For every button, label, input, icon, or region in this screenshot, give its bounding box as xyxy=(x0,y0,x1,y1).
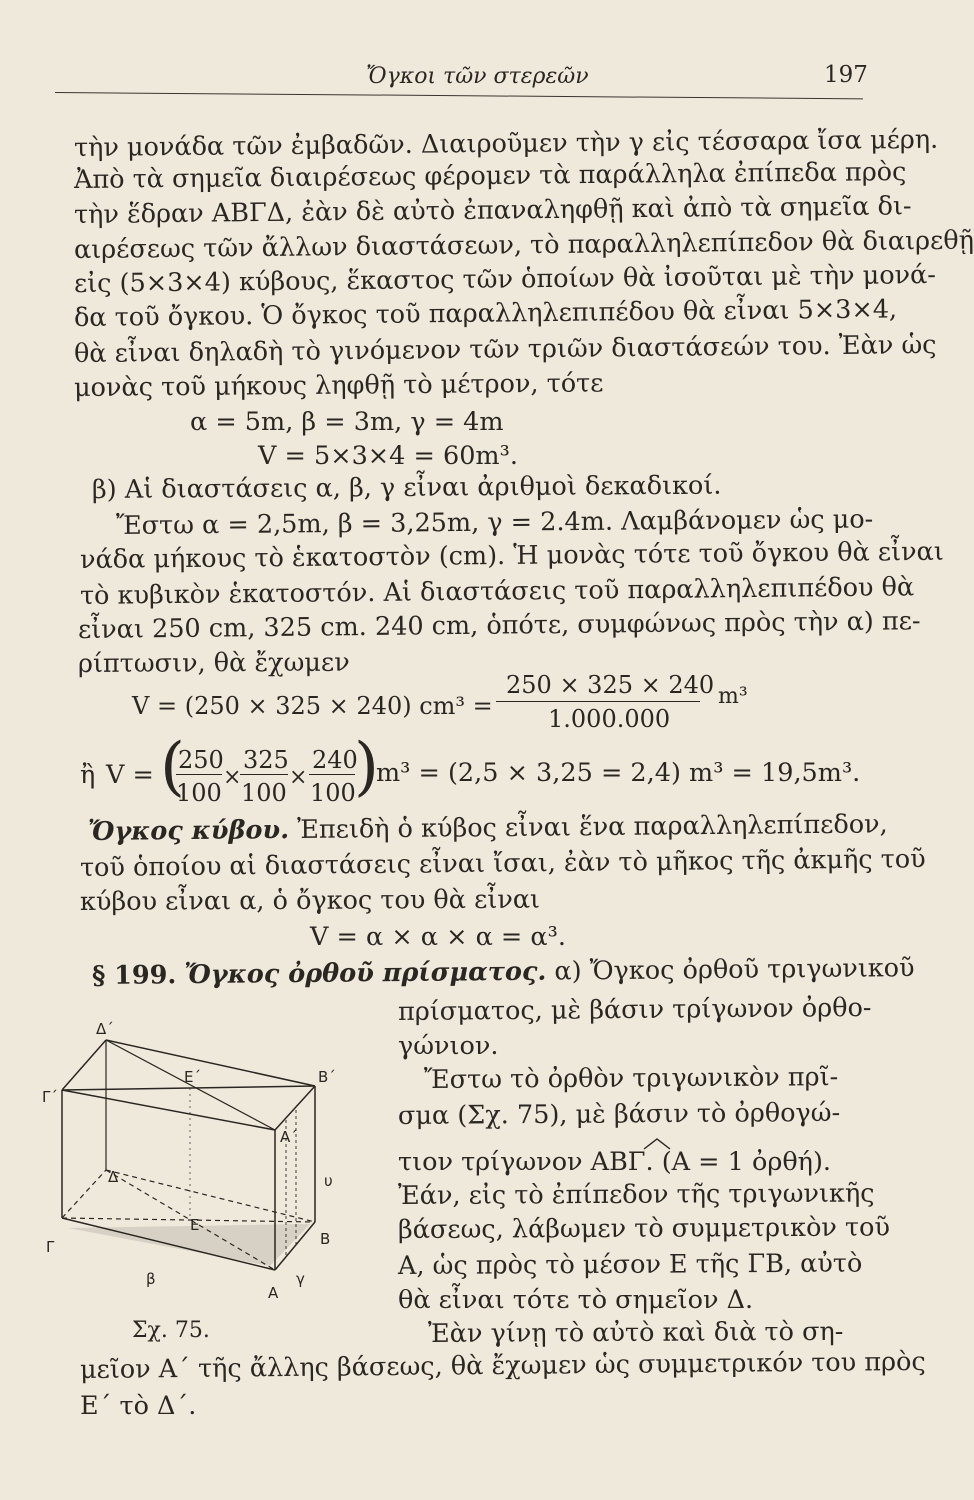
header-rule xyxy=(55,92,863,99)
section-first-text: α) Ὄγκος ὀρθοῦ τριγωνικοῦ xyxy=(554,953,915,987)
times-sign: × xyxy=(289,765,308,790)
text-line: σμα (Σχ. 75), μὲ βάσιν τὸ ὀρθογώ- xyxy=(397,1097,841,1131)
section-number: § 199. xyxy=(91,960,177,991)
prism-hidden-edge xyxy=(62,1218,315,1222)
label-a: Α xyxy=(268,1284,279,1302)
text-line: θὰ εἶναι τότε τὸ σημεῖον Δ. xyxy=(398,1285,754,1315)
prism-figure xyxy=(40,1020,360,1330)
left-parenthesis: ( xyxy=(160,730,185,804)
text-line: πρίσματος, μὲ βάσιν τρίγωνον ὀρθο- xyxy=(397,992,872,1027)
fraction-numerator: 325 xyxy=(243,746,289,774)
section-heading-line xyxy=(91,953,915,991)
text-line: Ἔστω τὸ ὀρθὸν τριγωνικὸν πρῖ- xyxy=(423,1062,839,1095)
label-b-prime: Β΄ xyxy=(318,1068,336,1086)
text-line: τὴν μονάδα τῶν ἐμβαδῶν. Διαιροῦμεν τὴν γ εἰς τέσσαρα ἴσα μέρη. xyxy=(73,124,939,163)
label-beta: β xyxy=(146,1270,156,1288)
label-d: Δ xyxy=(108,1168,119,1186)
label-a-prime: Α΄ xyxy=(280,1128,298,1146)
fraction-bar xyxy=(496,701,700,702)
figure-caption: Σχ. 75. xyxy=(132,1318,210,1343)
prism-hidden-edge xyxy=(62,1170,106,1218)
label-g: Γ xyxy=(46,1238,55,1256)
text-line: αιρέσεως τῶν ἄλλων διαστάσεων, τὸ παραλληλεπίπεδον θὰ διαιρεθῇ xyxy=(73,225,974,265)
text-line: τὴν ἕδραν ΑΒΓΔ, ἐὰν δὲ αὐτὸ ἐπαναληφθῇ καὶ ἀπὸ τὰ σημεῖα δι- xyxy=(73,191,912,230)
text-line: εἶναι 250 cm, 325 cm. 240 cm, ὁπότε, συμφώνως πρὸς τὴν α) πε- xyxy=(77,606,921,645)
running-header-title: Ὄγκοι τῶν στερεῶν xyxy=(366,64,589,89)
label-upsilon: υ xyxy=(324,1172,333,1190)
fraction-denominator: 100 xyxy=(310,779,356,807)
label-e: Ε xyxy=(190,1216,200,1234)
text-line: Ἐάν, εἰς τὸ ἐπίπεδον τῆς τριγωνικῆς xyxy=(397,1178,875,1211)
fraction-numerator: 250 xyxy=(178,746,224,774)
cube-heading: Ὄγκος κύβου. xyxy=(87,815,290,847)
text-line: κύβου εἶναι α, ὁ ὄγκος του θὰ εἶναι xyxy=(79,884,541,917)
prism-edge xyxy=(275,1086,315,1130)
equation-volume-cm: V = (250 × 325 × 240) cm³ = xyxy=(132,692,493,720)
text-line: βάσεως, λάβωμεν τὸ συμμετρικὸν τοῦ xyxy=(397,1212,891,1245)
text-line: Ἐὰν γίνῃ τὸ αὐτὸ καὶ διὰ τὸ ση- xyxy=(427,1316,844,1349)
text-line: τιον τρίγωνον ΑΒΓ. (Α = 1 ὀρθή). xyxy=(398,1147,832,1177)
fraction-denominator: 100 xyxy=(241,779,287,807)
label-gamma: γ xyxy=(296,1270,305,1288)
equation-volume-integer: V = 5×3×4 = 60m³. xyxy=(258,441,518,471)
volume-symbol: V = xyxy=(106,760,154,790)
label-d-prime: Δ΄ xyxy=(96,1020,114,1038)
text-line: Ἀπὸ τὰ σημεῖα διαιρέσεως φέρομεν τὰ παράλληλα ἐπίπεδα πρὸς xyxy=(73,157,907,195)
text-line: δα τοῦ ὄγκου. Ὁ ὄγκος τοῦ παραλληλεπιπέδου θὰ εἶναι 5×3×4, xyxy=(73,294,898,333)
text-line: Ἔστω α = 2,5m, β = 3,25m, γ = 2.4m. Λαμβάνομεν ὡς μο- xyxy=(115,504,874,541)
section-title: Ὄγκος ὀρθοῦ πρίσματος. xyxy=(184,956,547,991)
cube-paragraph-line xyxy=(87,809,888,847)
label-e-prime: Ε΄ xyxy=(184,1068,201,1086)
label-g-prime: Γ΄ xyxy=(42,1088,58,1106)
conjunction: ἢ xyxy=(80,760,96,790)
equation-dimensions: α = 5m, β = 3m, γ = 4m xyxy=(190,407,504,437)
fraction-numerator: 250 × 325 × 240 xyxy=(506,671,715,699)
text-line: μεῖον Α΄ τῆς ἄλλης βάσεως, θὰ ἔχωμεν ὡς συμμετρικόν του πρὸς xyxy=(79,1346,926,1385)
fraction-bar xyxy=(240,774,288,775)
base-shading xyxy=(68,1224,310,1266)
unit-label: m³ xyxy=(718,684,748,709)
fraction-bar xyxy=(309,774,355,775)
prism-edge xyxy=(106,1040,315,1086)
page-number: 197 xyxy=(824,62,868,88)
fraction-bar xyxy=(176,774,222,775)
right-parenthesis: ) xyxy=(354,730,379,804)
prism-edge xyxy=(62,1040,106,1090)
fraction-denominator: 100 xyxy=(176,779,222,807)
text-line: τὸ κυβικὸν ἑκατοστόν. Αἱ διαστάσεις τοῦ παραλληλεπιπέδου θὰ xyxy=(79,572,915,611)
fraction-denominator: 1.000.000 xyxy=(548,705,671,733)
text-line: εἰς (5×3×4) κύβους, ἕκαστος τῶν ὁποίων θὰ ἰσοῦται μὲ τὴν μονά- xyxy=(73,259,937,299)
fraction-numerator: 240 xyxy=(312,746,358,774)
times-sign: × xyxy=(223,765,242,790)
label-b: Β xyxy=(320,1230,331,1248)
equation-cube-volume: V = α × α × α = α³. xyxy=(310,922,566,952)
angle-hat-mark xyxy=(642,1136,672,1152)
text-line: τοῦ ὁποίου αἱ διαστάσεις εἶναι ἴσαι, ἐὰν τὸ μῆκος τῆς ἀκμῆς τοῦ xyxy=(79,844,926,883)
cube-text: Ἐπειδὴ ὁ κύβος εἶναι ἕνα παραλληλεπίπεδον, xyxy=(297,809,888,845)
text-line: β) Αἱ διαστάσεις α, β, γ εἶναι ἀριθμοὶ δεκαδικοί. xyxy=(91,470,722,505)
text-line: μονὰς τοῦ μήκους ληφθῇ τὸ μέτρον, τότε xyxy=(73,368,604,403)
prism-hidden-edge xyxy=(106,1170,315,1222)
text-line: Ε΄ τὸ Δ΄. xyxy=(80,1391,197,1421)
text-line: γώνιον. xyxy=(398,1031,499,1061)
prism-edge xyxy=(62,1090,275,1130)
text-line: ρίπτωσιν, θὰ ἔχωμεν xyxy=(77,647,350,679)
text-line: νάδα μήκους τὸ ἑκατοστὸν (cm). Ἡ μονὰς τότε τοῦ ὄγκου θὰ εἶναι xyxy=(79,536,944,575)
text-line: θὰ εἶναι δηλαδὴ τὸ γινόμενον τῶν τριῶν διαστάσεών του. Ἐὰν ὡς xyxy=(73,329,937,369)
prism-edge xyxy=(62,1086,315,1090)
text-line: Α, ὡς πρὸς τὸ μέσον Ε τῆς ΓΒ, αὐτὸ xyxy=(397,1248,863,1281)
equation-volume-decimal: m³ = (2,5 × 3,25 = 2,4) m³ = 19,5m³. xyxy=(376,758,861,788)
